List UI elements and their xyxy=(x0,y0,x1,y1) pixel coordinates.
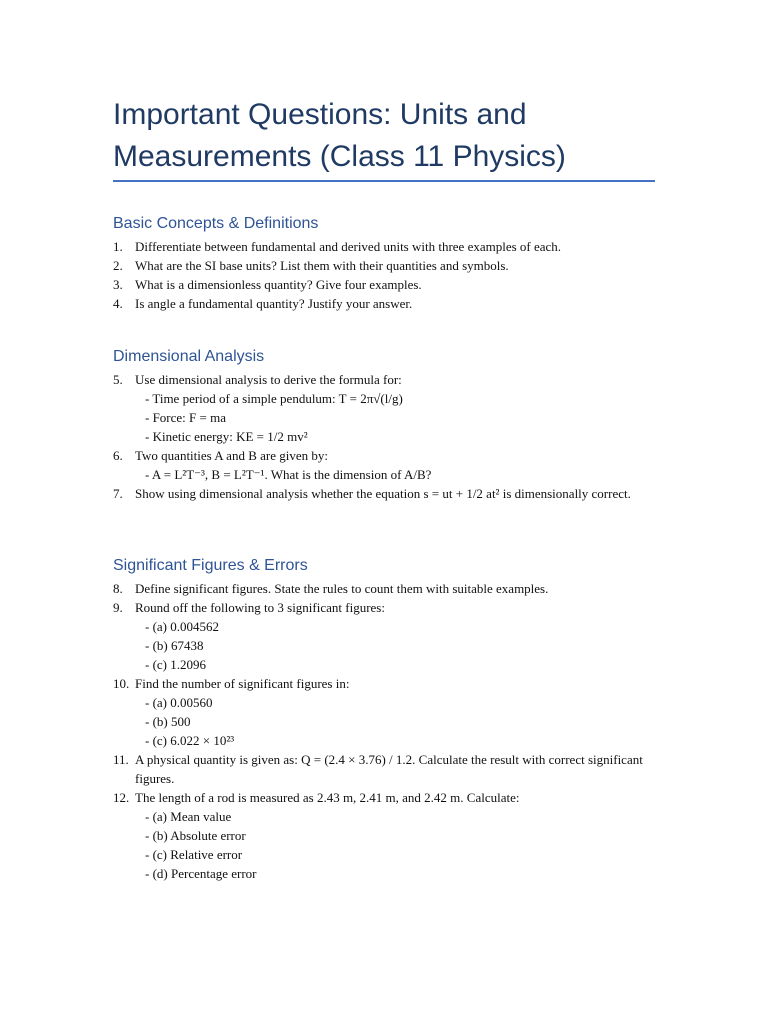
question-number: 2. xyxy=(113,258,123,273)
sub-item: - Kinetic energy: KE = 1/2 mv² xyxy=(145,429,308,444)
title-underline xyxy=(113,180,655,182)
sub-item: - (c) 6.022 × 10²³ xyxy=(145,733,235,748)
question-number: 9. xyxy=(113,600,123,615)
sub-item: - A = L²T⁻³, B = L²T⁻¹. What is the dimension of A/B? xyxy=(145,467,432,482)
question-number: 11. xyxy=(113,752,129,767)
question-number: 10. xyxy=(113,676,130,691)
question-item xyxy=(113,579,673,598)
question-item xyxy=(113,275,673,294)
question-item xyxy=(113,788,673,807)
sub-item: - (d) Percentage error xyxy=(145,866,257,881)
question-list-dimensional-analysis xyxy=(113,370,673,503)
question-item xyxy=(113,294,673,313)
question-item xyxy=(113,370,673,389)
sub-item: - (c) Relative error xyxy=(145,847,243,862)
question-number: 5. xyxy=(113,372,123,387)
section-heading-significant-figures: Significant Figures & Errors xyxy=(113,557,308,574)
question-text: The length of a rod is measured as 2.43 m, 2.41 m, and 2.42 m. Calculate: xyxy=(135,790,520,805)
question-item xyxy=(113,484,673,503)
question-list-significant-figures xyxy=(113,579,673,883)
sub-item: - (a) Mean value xyxy=(145,809,232,824)
question-number: 3. xyxy=(113,277,123,292)
question-text: Differentiate between fundamental and derived units with three examples of each. xyxy=(135,239,562,254)
question-number: 1. xyxy=(113,239,123,254)
question-number: 12. xyxy=(113,790,130,805)
sub-item: - (a) 0.004562 xyxy=(145,619,220,634)
page-title: Important Questions: Units and Measurements (Class 11 Physics) xyxy=(113,98,566,173)
question-text: Show using dimensional analysis whether the equation s = ut + 1/2 at² is dimensionally correct. xyxy=(135,486,631,501)
question-text: Use dimensional analysis to derive the formula for: xyxy=(135,372,402,387)
question-text: Round off the following to 3 significant figures: xyxy=(135,600,385,615)
question-item xyxy=(113,674,673,693)
question-number: 4. xyxy=(113,296,123,311)
sub-item: - Force: F = ma xyxy=(145,410,226,425)
sub-item: - (c) 1.2096 xyxy=(145,657,207,672)
sub-item: - Time period of a simple pendulum: T = 2π√(l/g) xyxy=(145,391,403,406)
sub-item: - (a) 0.00560 xyxy=(145,695,213,710)
question-item xyxy=(113,256,673,275)
question-item xyxy=(113,237,673,256)
section-heading-dimensional-analysis: Dimensional Analysis xyxy=(113,348,265,365)
sub-item: - (b) 500 xyxy=(145,714,191,729)
question-item xyxy=(113,750,673,788)
question-item xyxy=(113,598,673,617)
question-text: Find the number of significant figures in: xyxy=(135,676,350,691)
question-number: 8. xyxy=(113,581,123,596)
sub-item: - (b) 67438 xyxy=(145,638,204,653)
section-heading-basic-concepts: Basic Concepts & Definitions xyxy=(113,215,319,232)
question-text: What is a dimensionless quantity? Give four examples. xyxy=(135,277,422,292)
question-text: A physical quantity is given as: Q = (2.4 × 3.76) / 1.2. Calculate the result with correct significant figures. xyxy=(135,752,643,786)
question-text: Is angle a fundamental quantity? Justify your answer. xyxy=(135,296,413,311)
question-number: 6. xyxy=(113,448,123,463)
sub-item: - (b) Absolute error xyxy=(145,828,246,843)
question-text: Define significant figures. State the rules to count them with suitable examples. xyxy=(135,581,549,596)
question-list-basic-concepts xyxy=(113,237,673,313)
question-item xyxy=(113,446,673,465)
question-number: 7. xyxy=(113,486,123,501)
question-text: Two quantities A and B are given by: xyxy=(135,448,328,463)
question-text: What are the SI base units? List them with their quantities and symbols. xyxy=(135,258,509,273)
